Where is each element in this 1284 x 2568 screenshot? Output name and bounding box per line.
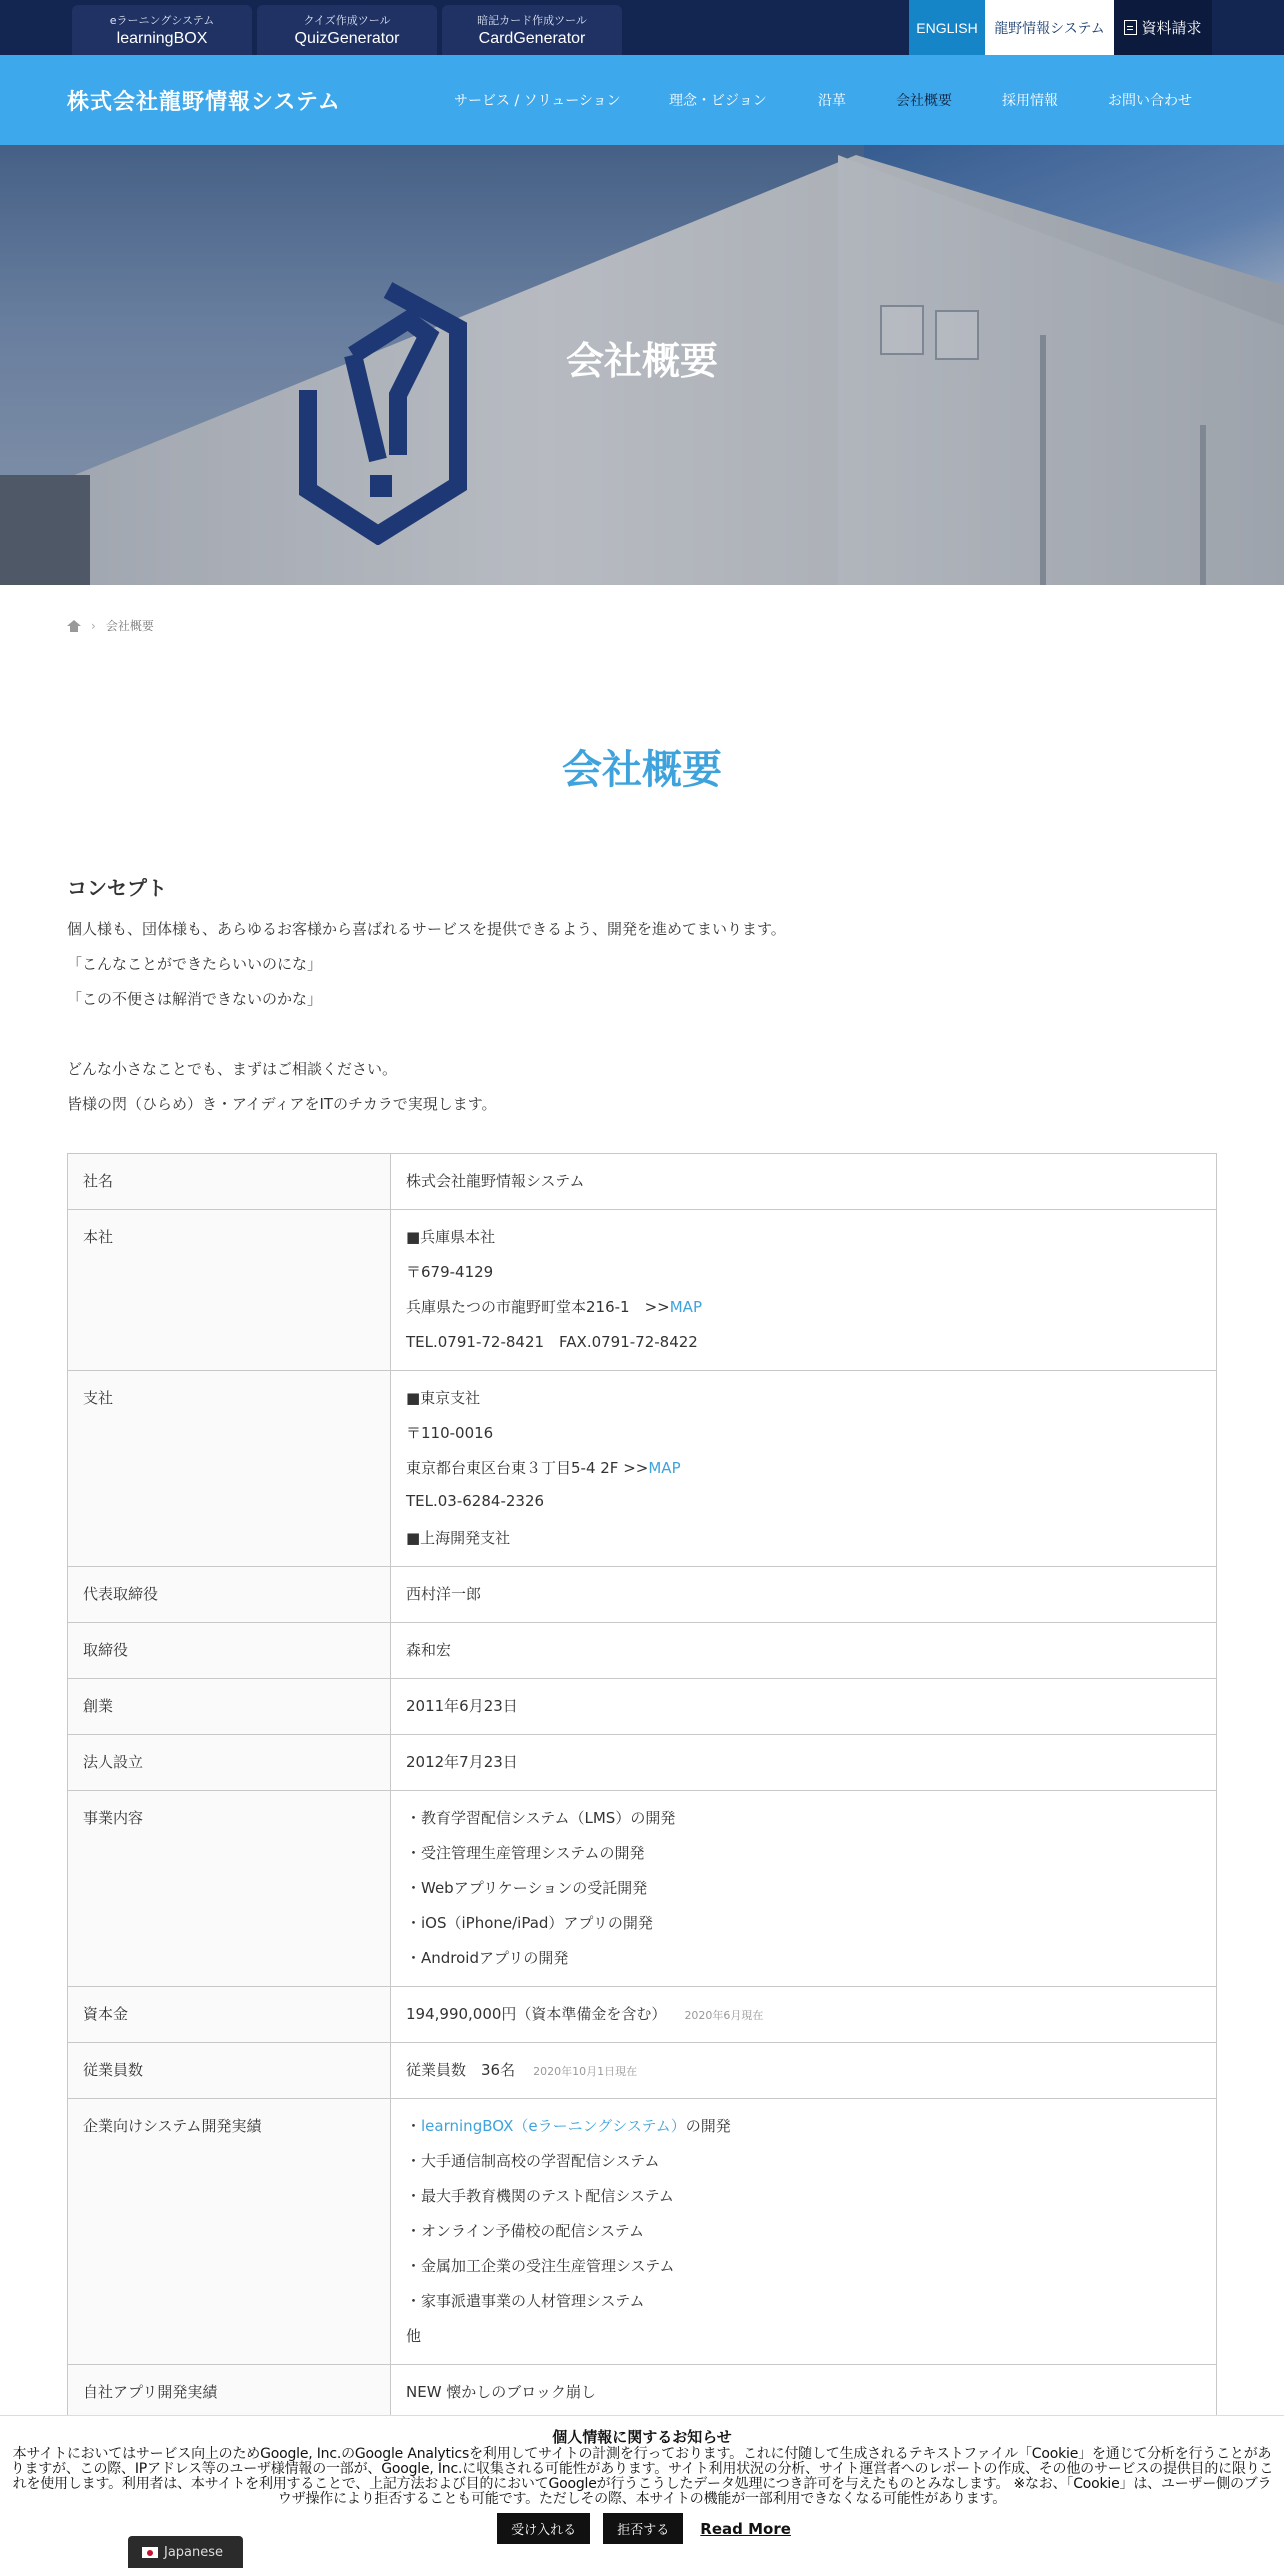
concept-line: 「こんなことができたらいいのにな」: [67, 955, 323, 973]
enterprise-prefix: ・: [406, 2117, 422, 2135]
row-label: 支社: [68, 1371, 391, 1567]
nav-contact[interactable]: お問い合わせ: [1108, 93, 1192, 109]
english-link[interactable]: ENGLISH: [909, 0, 985, 55]
shanghai-branch: ■上海開発支社: [406, 1529, 511, 1547]
row-label: 創業: [68, 1679, 391, 1735]
enterprise-item: ・金属加工企業の受注生産管理システム: [406, 2257, 675, 2275]
table-row: [68, 1623, 1217, 1679]
business-item: ・教育学習配信システム（LMS）の開発: [406, 1809, 676, 1827]
table-row: [68, 2043, 1217, 2099]
business-item: ・iOS（iPhone/iPad）アプリの開発: [406, 1914, 653, 1932]
row-value: 株式会社龍野情報システム: [391, 1154, 1217, 1210]
company-link[interactable]: 龍野情報システム: [985, 0, 1114, 55]
concept-line: 「この不便さは解消できないのかな」: [67, 990, 323, 1008]
row-label: 社名: [68, 1154, 391, 1210]
capital-note: 2020年6月現在: [684, 2009, 764, 2022]
concept-line: 皆様の閃（ひらめ）き・アイディアをITのチカラで実現します。: [67, 1095, 497, 1113]
nav-services[interactable]: サービス / ソリューション: [454, 93, 621, 109]
table-row: [68, 2365, 1217, 2421]
row-value: [391, 1987, 1217, 2043]
hero-banner: [0, 145, 1284, 585]
concept-line: どんな小さなことでも、まずはご相談ください。: [67, 1060, 398, 1078]
tool-tab-sub: 暗記カード作成ツール: [477, 14, 587, 27]
top-bar: [0, 0, 1284, 55]
tool-tab-main: learningBOX: [116, 30, 208, 47]
nav-vision[interactable]: 理念・ビジョン: [669, 93, 767, 109]
tool-tab-sub: クイズ作成ツール: [303, 14, 391, 27]
site-logo[interactable]: 株式会社龍野情報システム: [67, 90, 341, 115]
enterprise-item: 他: [406, 2327, 422, 2345]
table-row: [68, 1679, 1217, 1735]
row-label: 従業員数: [68, 2043, 391, 2099]
row-value: NEW 懐かしのブロック崩し: [391, 2365, 1217, 2421]
enterprise-item: ・大手通信制高校の学習配信システム: [406, 2152, 660, 2170]
japan-flag-icon: [142, 2547, 158, 2558]
row-label: 自社アプリ開発実績: [68, 2365, 391, 2421]
cookie-reject-button[interactable]: 拒否する: [603, 2513, 683, 2544]
language-switcher[interactable]: [128, 2536, 243, 2568]
table-row: [68, 1987, 1217, 2043]
head-office-address-line: [406, 1296, 1201, 1331]
capital-value: 194,990,000円（資本準備金を含む）: [406, 2005, 667, 2023]
row-value: [391, 1791, 1217, 1987]
cookie-text: 本サイトにおいてはサービス向上のためGoogle, Inc.のGoogle Analyticsを利用してサイトの計測を行っております。これに付随して生成されるテキストファイル「Cookie」を通じて分析を行うことがありますが、この際、IPアドレス等のユーザ様情報の一部が、Google, Inc.に収集される可能性があります。サイト利用状況の分析、サイト運営者へのレポートの作成、その他のサービスの提供目的に限りこれを使用します。利用者は、本サイトを利用することで、上記方法および目的においてGoogleが行うこうしたデータ処理につき許可を与えたものとみなします。 ※なお、「Cookie」は、ユーザー側のブラウザ操作により拒否することも可能です。ただしその際、本サイトの機能が一部利用できなくなる可能性があります。: [10, 2446, 1274, 2507]
branch-title: ■東京支社: [406, 1389, 481, 1407]
page-title: 会社概要: [562, 747, 722, 793]
head-office-zip: 〒679-4129: [406, 1263, 494, 1281]
document-request-button[interactable]: [1114, 0, 1212, 55]
branch-address-line: [406, 1457, 1201, 1492]
cookie-read-more-link[interactable]: Read More: [700, 2520, 791, 2538]
enterprise-item: ・オンライン予備校の配信システム: [406, 2222, 645, 2240]
cookie-title: 個人情報に関するお知らせ: [552, 2428, 732, 2446]
tool-tab-main: CardGenerator: [478, 30, 586, 47]
row-value: 西村洋一郎: [391, 1567, 1217, 1623]
tool-tab-main: QuizGenerator: [294, 30, 400, 47]
enterprise-item: [406, 2115, 1201, 2150]
tool-tab-learningbox[interactable]: [72, 5, 252, 55]
learningbox-link[interactable]: learningBOX（eラーニングシステム）: [421, 2117, 686, 2135]
business-item: ・Androidアプリの開発: [406, 1949, 569, 1967]
hero-title: 会社概要: [565, 339, 718, 383]
breadcrumb-current: 会社概要: [105, 619, 154, 633]
top-right-links: [909, 0, 1212, 55]
row-label: 代表取締役: [68, 1567, 391, 1623]
row-value: [391, 1210, 1217, 1371]
table-row: [68, 1567, 1217, 1623]
tool-tab-sub: eラーニングシステム: [109, 14, 215, 27]
branch-zip: 〒110-0016: [406, 1424, 494, 1442]
company-info-table: [67, 1153, 1217, 2421]
row-label: 本社: [68, 1210, 391, 1371]
branch-map-link[interactable]: MAP: [648, 1459, 681, 1477]
row-value: [391, 1371, 1217, 1567]
employees-note: 2020年10月1日現在: [533, 2065, 638, 2078]
head-office-address: 兵庫県たつの市龍野町堂本216-1 >>: [406, 1298, 670, 1316]
row-value: 2012年7月23日: [391, 1735, 1217, 1791]
cookie-accept-button[interactable]: 受け入れる: [497, 2513, 590, 2544]
concept-heading: コンセプト: [67, 876, 167, 900]
row-label: 法人設立: [68, 1735, 391, 1791]
employees-value: 従業員数 36名: [406, 2061, 516, 2079]
table-row: [68, 1210, 1217, 1371]
row-value: [391, 2043, 1217, 2099]
document-request-label: 資料請求: [1141, 19, 1202, 37]
enterprise-item: ・最大手教育機関のテスト配信システム: [406, 2187, 674, 2205]
table-row: [68, 2099, 1217, 2365]
row-label: 資本金: [68, 1987, 391, 2043]
concept-line: 個人様も、団体様も、あらゆるお客様から喜ばれるサービスを提供できるよう、開発を進めてまいります。: [67, 920, 786, 938]
nav-recruit[interactable]: 採用情報: [1002, 93, 1058, 109]
breadcrumb: [67, 617, 154, 634]
branch-address: 東京都台東区台東３丁目5-4 2F >>: [406, 1459, 649, 1477]
chevron-right-icon: ›: [91, 618, 96, 633]
head-office-title: ■兵庫県本社: [406, 1228, 496, 1246]
head-office-tel: TEL.0791-72-8421 FAX.0791-72-8422: [406, 1333, 698, 1351]
row-label: 取締役: [68, 1623, 391, 1679]
nav-history[interactable]: 沿革: [818, 93, 846, 109]
table-row: [68, 1735, 1217, 1791]
row-value: 森和宏: [391, 1623, 1217, 1679]
nav-company[interactable]: 会社概要: [896, 93, 952, 109]
tool-tab-cardgenerator[interactable]: [442, 5, 622, 55]
document-icon: [1124, 20, 1137, 35]
home-icon[interactable]: [67, 620, 81, 632]
head-office-map-link[interactable]: MAP: [669, 1298, 702, 1316]
row-label: 事業内容: [68, 1791, 391, 1987]
enterprise-item: ・家事派遣事業の人材管理システム: [406, 2292, 645, 2310]
tool-tab-quizgenerator[interactable]: [257, 5, 437, 55]
enterprise-suffix: の開発: [685, 2117, 731, 2135]
branch-tel: TEL.03-6284-2326: [406, 1492, 545, 1510]
table-row: [68, 1791, 1217, 1987]
table-row: [68, 1371, 1217, 1567]
table-row: [68, 1154, 1217, 1210]
site-header: [0, 55, 1284, 145]
business-item: ・Webアプリケーションの受託開発: [406, 1879, 648, 1897]
language-label: Japanese: [164, 2544, 224, 2560]
row-label: 企業向けシステム開発実績: [68, 2099, 391, 2365]
row-value: 2011年6月23日: [391, 1679, 1217, 1735]
row-value: [391, 2099, 1217, 2365]
business-item: ・受注管理生産管理システムの開発: [406, 1844, 645, 1862]
